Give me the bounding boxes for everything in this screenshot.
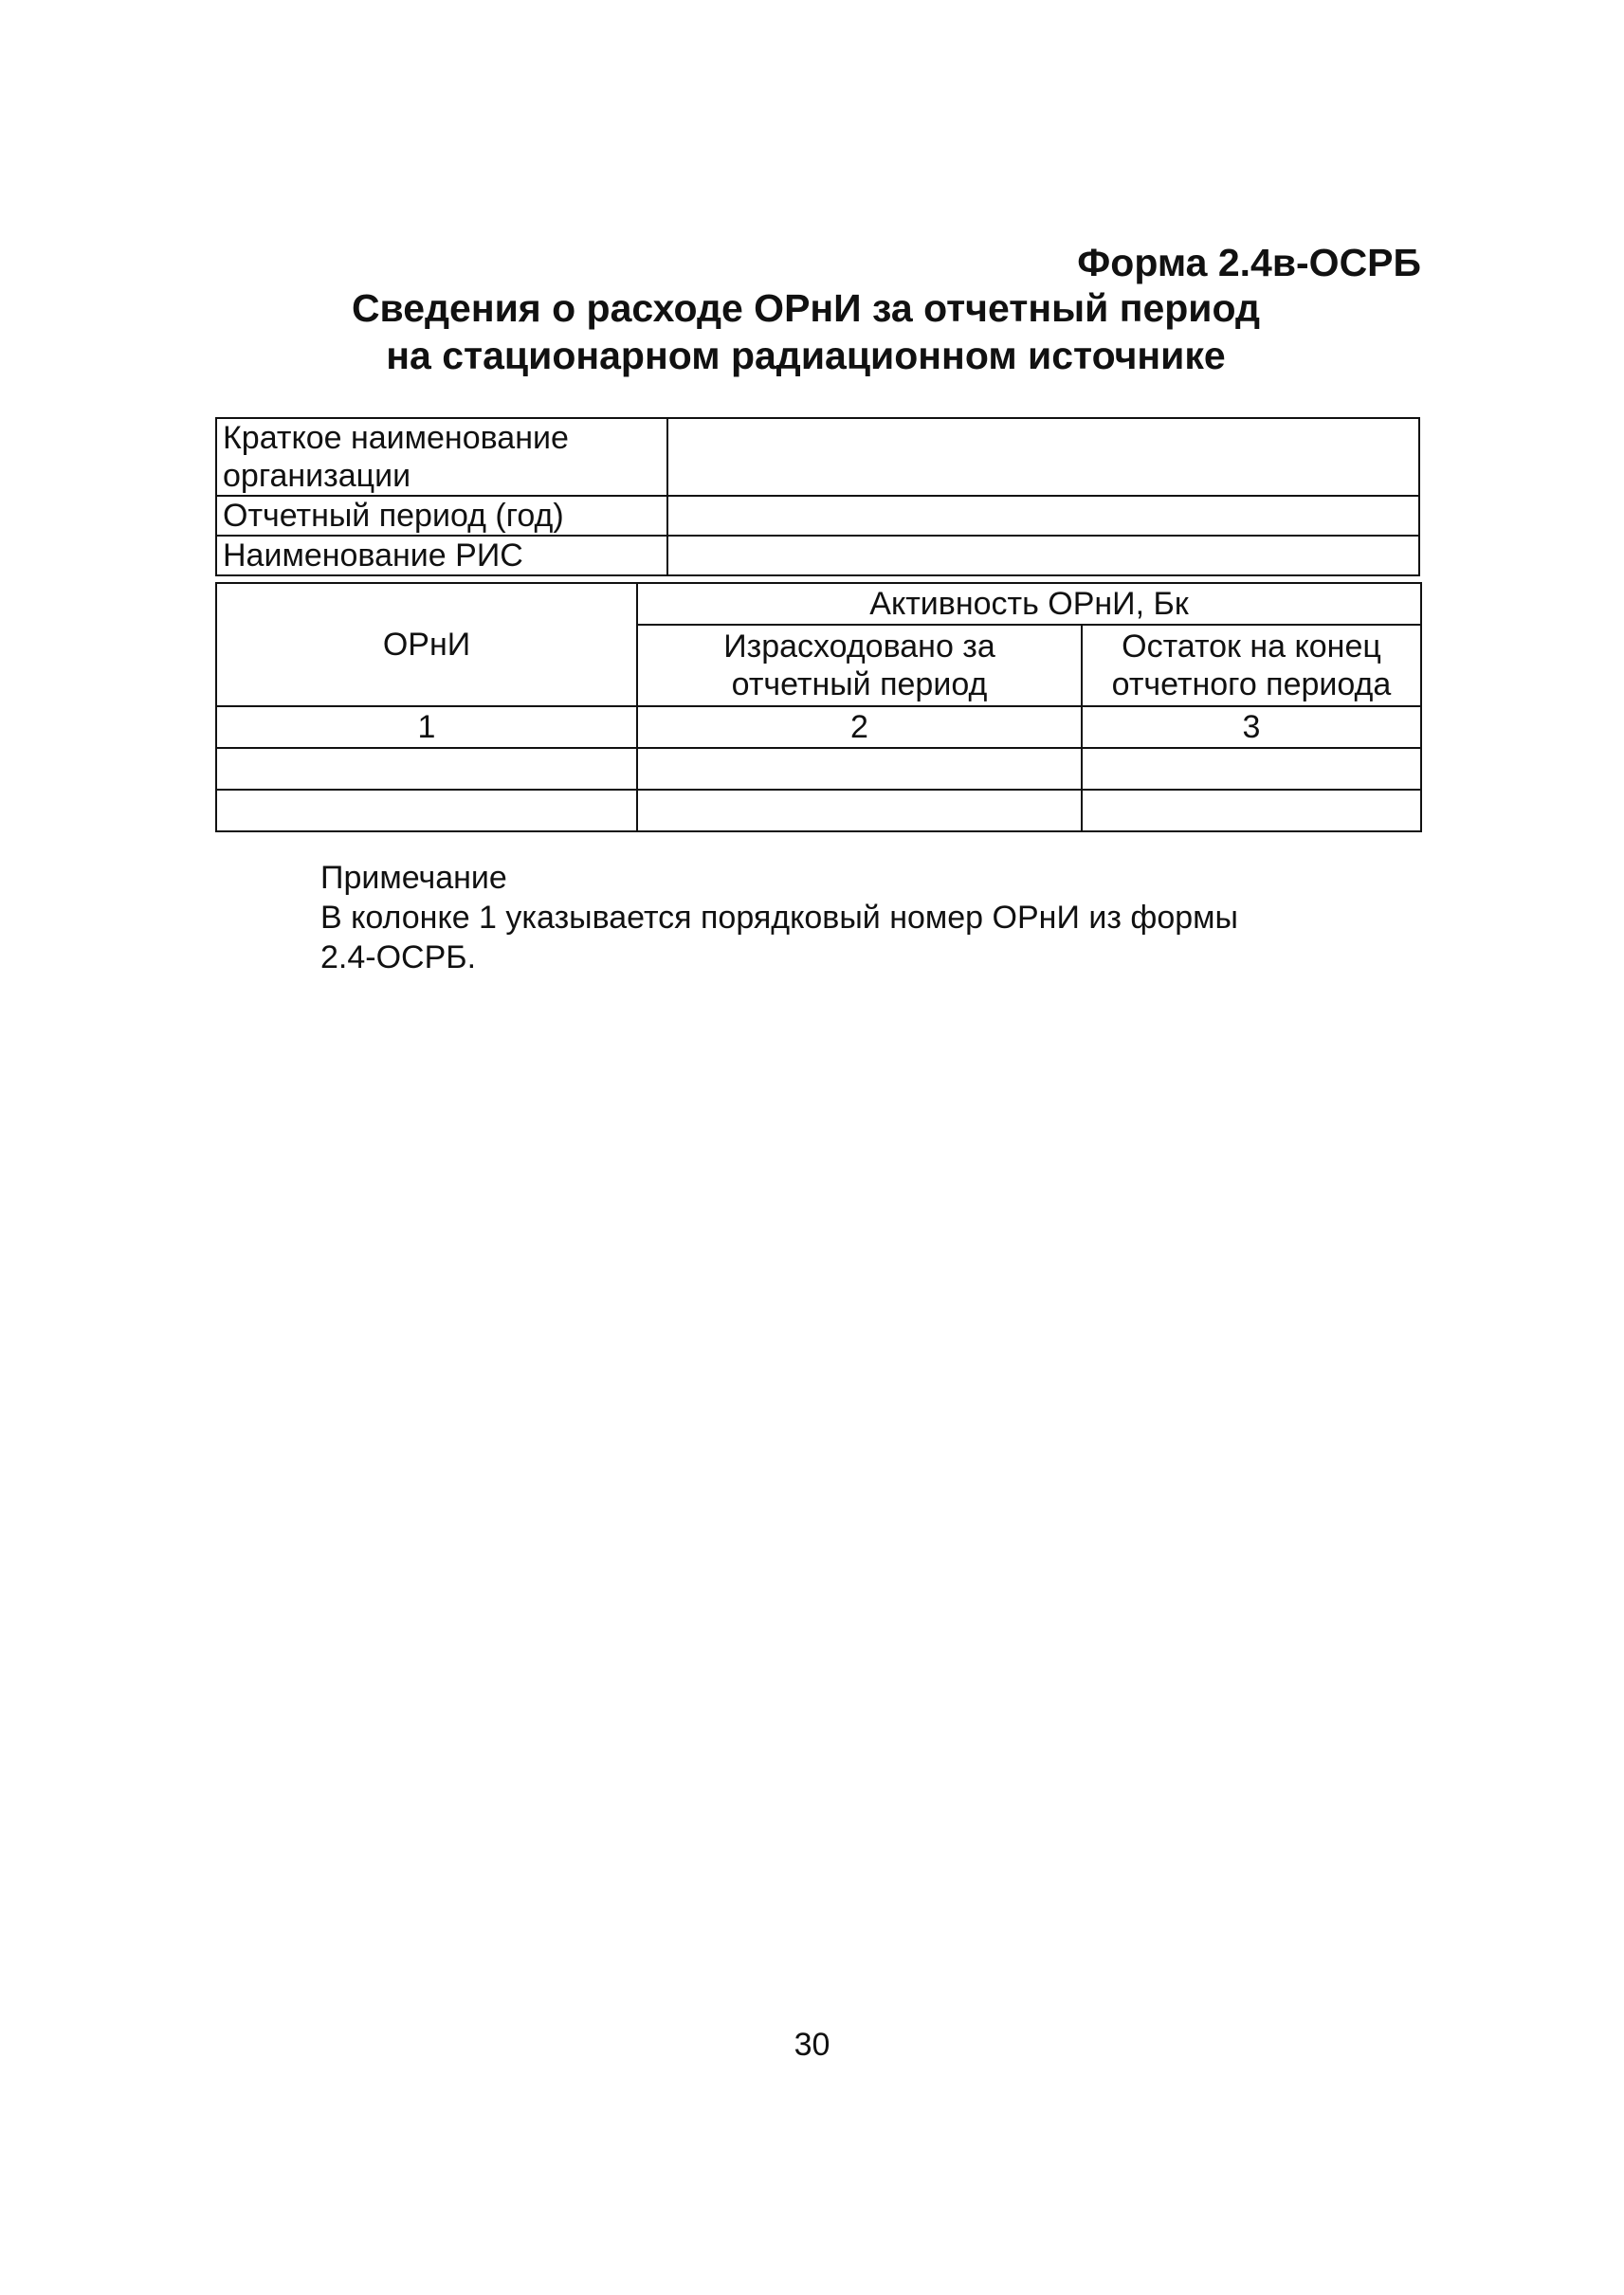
info-row-period <box>216 496 1419 536</box>
col-header-orni: ОРнИ <box>216 583 637 706</box>
info-label-organization: Краткое наименование организации <box>216 418 667 496</box>
info-value-organization[interactable] <box>667 418 1419 496</box>
info-row-ris <box>216 536 1419 575</box>
col-header-activity: Активность ОРнИ, Бк <box>637 583 1421 625</box>
info-value-period[interactable] <box>667 496 1419 536</box>
note-block <box>320 858 1363 977</box>
table-cell[interactable] <box>216 748 637 790</box>
info-label-period: Отчетный период (год) <box>216 496 667 536</box>
info-value-ris[interactable] <box>667 536 1419 575</box>
column-number-1: 1 <box>216 706 637 748</box>
organization-info-table <box>215 417 1420 576</box>
table-cell[interactable] <box>216 790 637 831</box>
page-title <box>190 284 1422 379</box>
form-code: Форма 2.4в-ОСРБ <box>1077 241 1421 284</box>
table-cell[interactable] <box>1082 748 1421 790</box>
table-row <box>216 748 1421 790</box>
column-number-row <box>216 706 1421 748</box>
col-header-remaining: Остаток на конец отчетного периода <box>1082 625 1421 706</box>
info-label-ris: Наименование РИС <box>216 536 667 575</box>
orni-consumption-table <box>215 582 1422 832</box>
title-line-1: Сведения о расходе ОРнИ за отчетный период <box>351 286 1261 330</box>
table-cell[interactable] <box>1082 790 1421 831</box>
column-number-2: 2 <box>637 706 1082 748</box>
note-text-line-1: В колонке 1 указывается порядковый номер ОРнИ из формы <box>320 900 1238 936</box>
table-row <box>216 790 1421 831</box>
note-text-line-2: 2.4-ОСРБ. <box>320 939 477 975</box>
table-header-row-1 <box>216 583 1421 625</box>
col-header-consumed: Израсходовано за отчетный период <box>637 625 1082 706</box>
table-cell[interactable] <box>637 748 1082 790</box>
info-row-organization <box>216 418 1419 496</box>
title-line-2: на стационарном радиационном источнике <box>386 334 1226 377</box>
column-number-3: 3 <box>1082 706 1421 748</box>
table-cell[interactable] <box>637 790 1082 831</box>
page-number: 30 <box>794 2027 830 2063</box>
note-heading: Примечание <box>320 860 507 896</box>
